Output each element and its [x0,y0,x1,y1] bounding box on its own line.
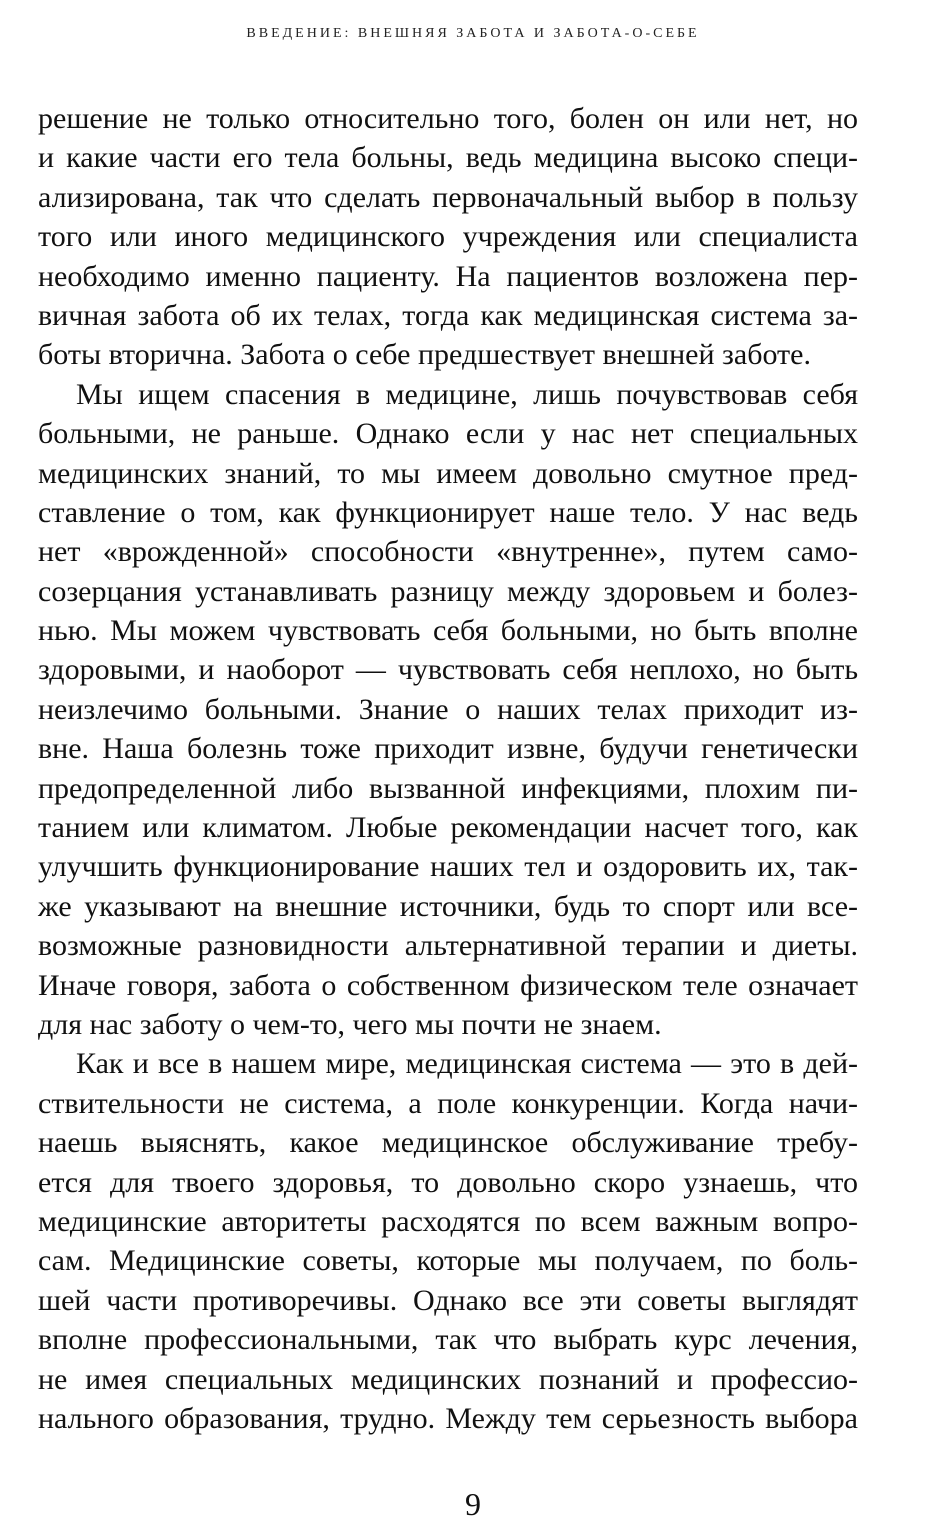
text-line: же указывают на внешние источники, будь то спорт или все- [38,889,858,923]
text-line: Мы ищем спасения в медицине, лишь почувствовав себя [76,377,858,411]
text-line: Как и все в нашем мире, медицинская система — это в дей- [76,1047,858,1081]
text-line: вичная забота об их телах, тогда как медицинская система за- [38,298,858,332]
text-line: созерцания устанавливать разницу между здоровьем и болез- [38,574,858,608]
text-line: неизлечимо больными. Знание о наших телах приходит из- [38,692,858,726]
page-number: 9 [465,1486,481,1522]
text-line: улучшить функционирование наших тел и оздоровить их, так- [38,850,858,884]
text-line: нального образования, трудно. Между тем серьезность выбора [38,1401,858,1435]
text-line: вне. Наша болезнь тоже приходит извне, будучи генетически [38,732,858,766]
text-line: того или иного медицинского учреждения или специалиста [38,220,858,254]
text-line: медицинские авторитеты расходятся по всем важным вопро- [38,1204,858,1238]
text-line: вполне профессиональными, так что выбрать курс лечения, [38,1323,858,1357]
text-line: ется для твоего здоровья, то довольно скоро узнаешь, что [38,1165,858,1199]
text-line: танием или климатом. Любые рекомендации насчет того, как [38,811,858,845]
text-line: сам. Медицинские советы, которые мы получаем, по боль- [38,1244,858,1278]
text-line: решение не только относительно того, болен он или нет, но [38,102,858,135]
running-header: ВВЕДЕНИЕ: ВНЕШНЯЯ ЗАБОТА И ЗАБОТА-О-СЕБЕ [246,26,700,41]
text-line: наешь выяснять, какое медицинское обслуживание требу- [38,1126,858,1160]
text-line: необходимо именно пациенту. На пациентов возложена пер- [38,259,858,293]
text-line: Иначе говоря, забота о собственном физическом теле означает [38,968,858,1002]
text-line: больными, не раньше. Однако если у нас нет специальных [38,417,858,451]
text-line: предопределенной либо вызванной инфекциями, плохим пи- [38,771,858,805]
text-line: возможные разновидности альтернативной терапии и диеты. [38,929,858,963]
text-line: здоровыми, и наоборот — чувствовать себя неплохо, но быть [38,653,858,687]
text-line: ствительности не система, а поле конкуренции. Когда начи- [38,1086,858,1120]
text-line: боты вторична. Забота о себе предшествует внешней заботе. [38,338,811,372]
text-line: нет «врожденной» способности «внутренне», путем само- [38,535,858,569]
text-line: шей части противоречивы. Однако все эти советы выглядят [38,1283,858,1317]
text-line: медицинских знаний, то мы имеем довольно смутное пред- [38,456,858,490]
text-line: не имея специальных медицинских познаний и профессио- [38,1362,858,1396]
text-line: нью. Мы можем чувствовать себя больными, но быть вполне [38,614,858,648]
body-text [38,99,858,1438]
text-line: ставление о том, как функционирует наше тело. У нас ведь [38,495,858,529]
text-line: для нас заботу о чем-то, чего мы почти не знаем. [38,1007,662,1041]
text-line: и какие части его тела больны, ведь медицина высоко специ- [38,141,858,175]
text-line: ализирована, так что сделать первоначальный выбор в пользу [38,180,858,214]
